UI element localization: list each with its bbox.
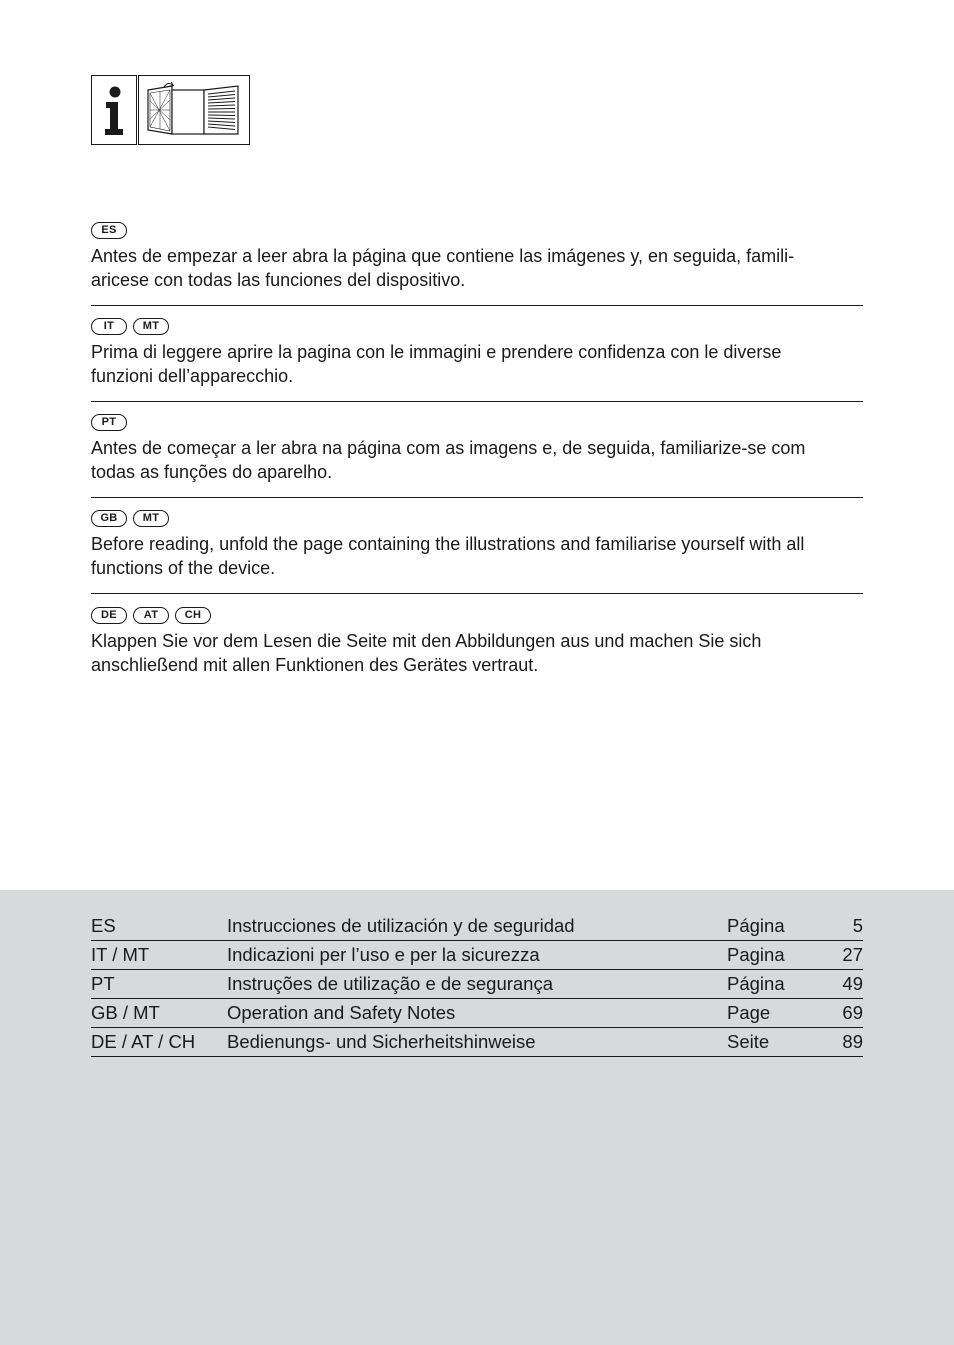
toc-title: Instruções de utilização e de segurança <box>227 973 554 994</box>
language-badge: ES <box>91 222 127 239</box>
divider <box>91 401 863 402</box>
language-note-pt <box>91 414 863 484</box>
toc-page-number: 89 <box>842 1031 863 1052</box>
language-note-gb-mt <box>91 510 863 580</box>
language-note-de-at-ch <box>91 607 863 677</box>
toc-language: ES <box>91 915 116 936</box>
toc-page-label: Pagina <box>727 944 785 965</box>
toc-title: Indicazioni per l’uso e per la sicurezza <box>227 944 540 965</box>
language-note-text: Prima di leggere aprire la pagina con le immagini e prendere confidenza con le diverse funzioni dell’apparecchio. <box>91 342 782 386</box>
toc-row-de-at-ch[interactable] <box>91 1028 863 1057</box>
toc-language: GB / MT <box>91 1002 160 1023</box>
toc-page-label: Página <box>727 973 785 994</box>
toc-language: PT <box>91 973 115 994</box>
toc-page-number: 69 <box>842 1002 863 1023</box>
language-badge: MT <box>133 510 169 527</box>
table-of-contents-panel <box>0 890 954 1345</box>
divider <box>91 305 863 306</box>
language-badge: PT <box>91 414 127 431</box>
toc-title: Instrucciones de utilización y de seguridad <box>227 915 575 936</box>
divider <box>91 593 863 594</box>
toc-language: DE / AT / CH <box>91 1031 196 1052</box>
toc-page-number: 5 <box>852 915 863 936</box>
language-badge: GB <box>91 510 127 527</box>
toc-page-number: 49 <box>842 973 863 994</box>
language-note-text: Klappen Sie vor dem Lesen die Seite mit den Abbildungen aus und machen Sie sich anschließend mit allen Funktionen des Gerätes vertraut. <box>91 631 762 675</box>
toc-row-es[interactable] <box>91 912 863 941</box>
language-badge: DE <box>91 607 127 624</box>
toc-row-pt[interactable] <box>91 970 863 999</box>
toc-language: IT / MT <box>91 944 150 965</box>
table-of-contents <box>91 912 863 1057</box>
info-header <box>91 75 250 145</box>
language-badge: MT <box>133 318 169 335</box>
toc-title: Operation and Safety Notes <box>227 1002 456 1023</box>
language-note-es <box>91 222 863 292</box>
toc-page-label: Seite <box>727 1031 770 1052</box>
language-note-text: Antes de começar a ler abra na página com as imagens e, de seguida, familiarize-se com todas as funções do aparelho. <box>91 438 806 482</box>
toc-page-label: Page <box>727 1002 771 1023</box>
language-badge: CH <box>175 607 211 624</box>
divider <box>91 497 863 498</box>
language-note-text: Before reading, unfold the page containing the illustrations and familiarise yourself with all functions of the device. <box>91 534 805 578</box>
language-note-text: Antes de empezar a leer abra la página que contiene las imágenes y, en seguida, famili- aricese con todas las funciones del dispositivo. <box>91 246 795 290</box>
language-badge: AT <box>133 607 169 624</box>
toc-page-label: Página <box>727 915 785 936</box>
unfold-pages-icon <box>138 75 250 145</box>
info-icon <box>91 75 137 145</box>
toc-row-gb-mt[interactable] <box>91 999 863 1028</box>
toc-page-number: 27 <box>842 944 863 965</box>
toc-title: Bedienungs- und Sicherheitshinweise <box>227 1031 536 1052</box>
language-note-it-mt <box>91 318 863 388</box>
language-badge: IT <box>91 318 127 335</box>
toc-row-it-mt[interactable] <box>91 941 863 970</box>
